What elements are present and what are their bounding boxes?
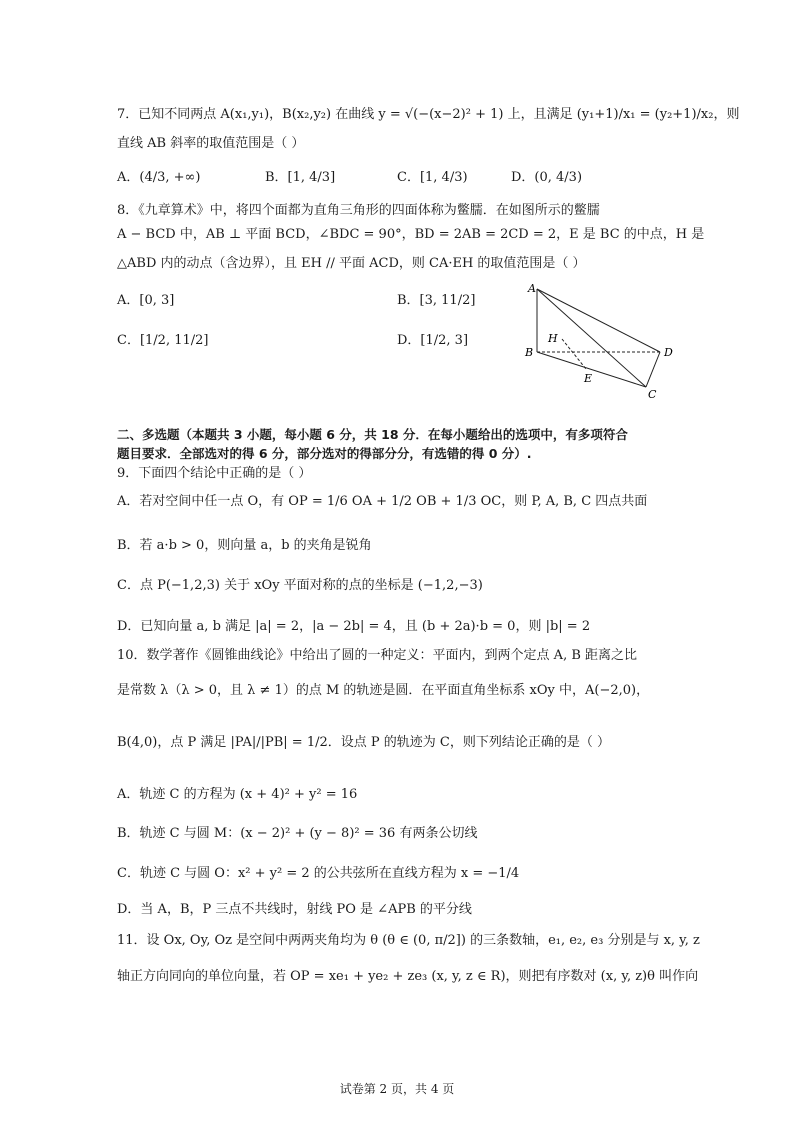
edge-cd <box>646 352 660 387</box>
section2-heading-line2: 题目要求．全部选对的得 6 分，部分选对的得部分分，有选错的得 0 分）. <box>117 446 532 461</box>
label-h: H <box>548 332 558 345</box>
q11-line2: 轴正方向同向的单位向量，若 OP = xe₁ + ye₂ + ze₃ (x, y, z ∈ R)，则把有序数对 (x, y, z)θ 叫作向 <box>117 969 699 984</box>
q7-option-c: C．[1, 4/3) <box>397 170 468 185</box>
q9-option-d: D．已知向量 a, b 满足 |a| = 2，|a − 2b| = 4，且 (b + 2a)·b = 0，则 |b| = 2 <box>117 619 591 634</box>
q10-option-c: C．轨迹 C 与圆 O：x² + y² = 2 的公共弦所在直线方程为 x = −1/4 <box>117 866 520 881</box>
q10-line2: 是常数 λ（λ > 0，且 λ ≠ 1）的点 M 的轨迹是圆．在平面直角坐标系 xOy 中，A(−2,0)， <box>117 683 650 698</box>
q7-option-b: B．[1, 4/3] <box>265 170 336 185</box>
q8-option-b: B．[3, 11/2] <box>397 293 476 308</box>
q10-option-b: B．轨迹 C 与圆 M：(x − 2)² + (y − 8)² = 36 有两条公切线 <box>117 826 478 841</box>
label-b: B <box>525 346 534 359</box>
q7-option-a: A．(4/3, +∞) <box>117 170 201 185</box>
q7-option-d: D．(0, 4/3) <box>511 170 583 185</box>
q7-line2: 直线 AB 斜率的取值范围是（ ） <box>117 136 305 151</box>
q8-option-d: D．[1/2, 3] <box>397 333 469 348</box>
page-footer: 试卷第 2 页，共 4 页 <box>339 1082 455 1096</box>
label-e: E <box>584 372 593 385</box>
tetrahedron-figure <box>520 280 685 405</box>
q9-option-a: A．若对空间中任一点 O，有 OP = 1/6 OA + 1/2 OB + 1/3 OC，则 P, A, B, C 四点共面 <box>117 494 648 509</box>
q10-option-d: D．当 A，B，P 三点不共线时，射线 PO 是 ∠APB 的平分线 <box>117 902 472 917</box>
segment-eh-dashed <box>562 339 586 369</box>
q7-line1: 7．已知不同两点 A(x₁,y₁)，B(x₂,y₂) 在曲线 y = √(−(x−2)² + 1) 上，且满足 (y₁+1)/x₁ = (y₂+1)/x₂，则 <box>117 107 740 122</box>
q9-option-b: B．若 a·b > 0，则向量 a，b 的夹角是锐角 <box>117 538 372 553</box>
q9-option-c: C．点 P(−1,2,3) 关于 xOy 平面对称的点的坐标是 (−1,2,−3) <box>117 578 483 593</box>
q10-line1: 10．数学著作《圆锥曲线论》中给出了圆的一种定义：平面内，到两个定点 A, B 距离之比 <box>117 648 638 663</box>
q8-line1: 8．《九章算术》中，将四个面都为直角三角形的四面体称为鳖臑．在如图所示的鳖臑 <box>117 203 600 218</box>
q8-option-a: A．[0, 3] <box>117 293 175 308</box>
label-d: D <box>664 346 673 359</box>
q11-line1: 11．设 Ox, Oy, Oz 是空间中两两夹角均为 θ (θ ∈ (0, π/2]) 的三条数轴，e₁, e₂, e₃ 分别是与 x, y, z <box>117 933 700 948</box>
q8-line2: A − BCD 中，AB ⊥ 平面 BCD，∠BDC = 90°，BD = 2AB = 2CD = 2，E 是 BC 的中点，H 是 <box>117 227 705 242</box>
section2-heading-line1: 二、多选题（本题共 3 小题，每小题 6 分，共 18 分．在每小题给出的选项中，有多项符合 <box>117 427 628 442</box>
q10-option-a: A．轨迹 C 的方程为 (x + 4)² + y² = 16 <box>117 787 358 802</box>
q9-stem: 9．下面四个结论中正确的是（ ） <box>117 466 312 481</box>
q8-line3: △ABD 内的动点（含边界），且 EH // 平面 ACD，则 CA·EH 的取值范围是（ ） <box>117 256 586 271</box>
label-a: A <box>528 282 536 295</box>
q8-option-c: C．[1/2, 11/2] <box>117 333 209 348</box>
label-c: C <box>648 388 657 401</box>
q10-line3: B(4,0)，点 P 满足 |PA|/|PB| = 1/2．设点 P 的轨迹为 C，则下列结论正确的是（ ） <box>117 735 610 750</box>
